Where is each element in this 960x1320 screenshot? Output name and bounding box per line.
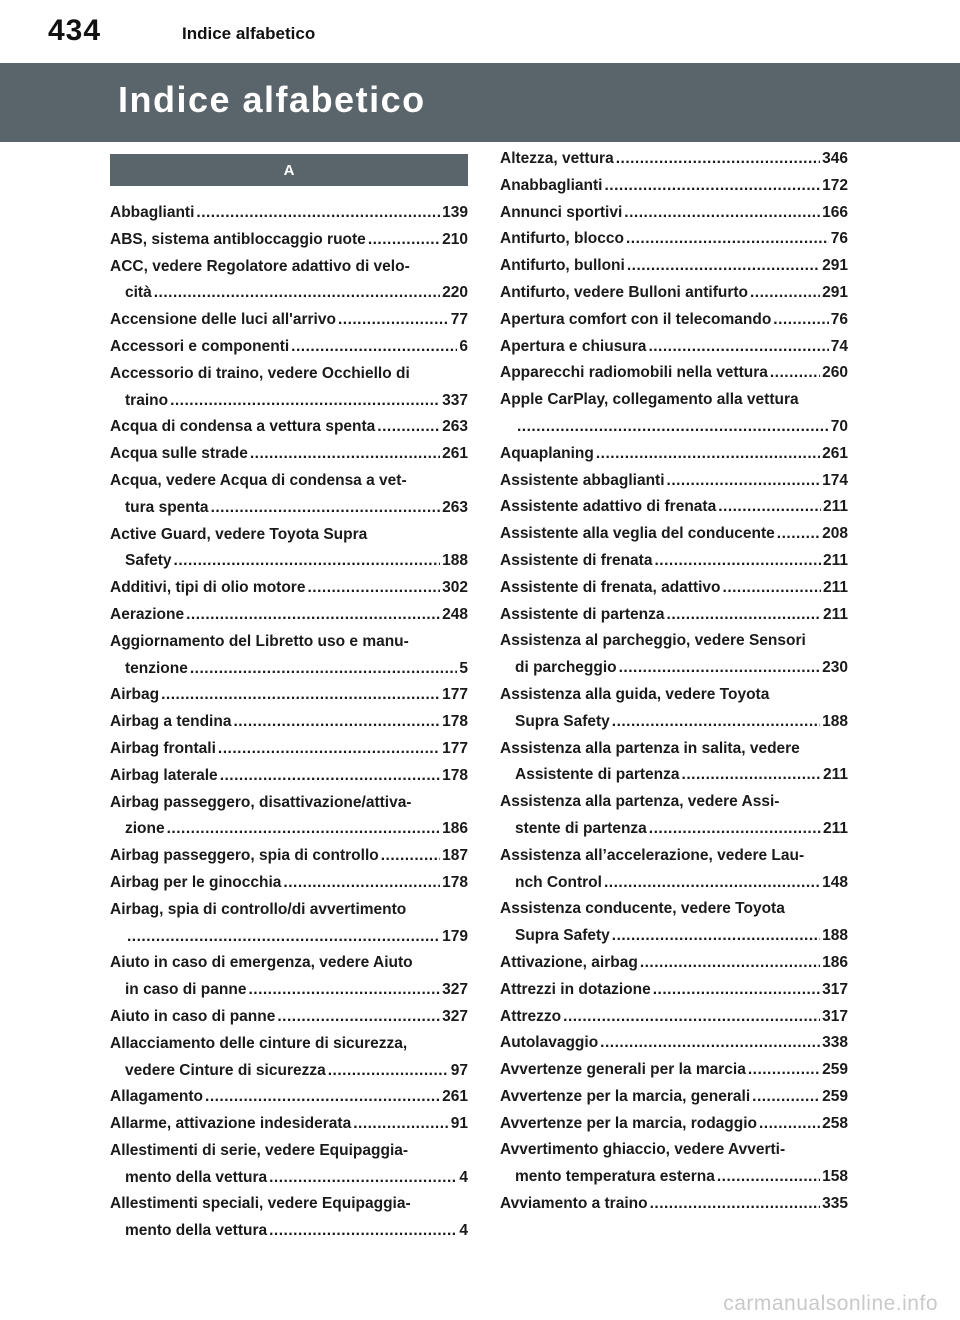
dot-leader — [770, 360, 820, 387]
index-entry-page: 338 — [822, 1034, 848, 1052]
index-entry-text: Supra Safety — [515, 712, 610, 730]
index-entry-page: 5 — [459, 659, 468, 677]
index-entry-text: Airbag a tendina — [110, 713, 232, 731]
index-entry — [110, 790, 468, 844]
dot-leader — [328, 1058, 449, 1085]
index-entry-page: 211 — [822, 578, 848, 596]
dot-leader — [773, 307, 828, 334]
index-entry-page: 179 — [442, 927, 468, 945]
index-entry — [500, 602, 848, 629]
index-entry-text: Allestimenti di serie, vedere Equipaggia- — [110, 1141, 409, 1159]
index-entry — [500, 736, 848, 790]
dot-leader — [653, 977, 820, 1004]
index-entry-page: 76 — [830, 230, 848, 248]
dot-leader — [650, 1191, 821, 1218]
index-entry-text: Safety — [125, 552, 172, 570]
index-entry — [110, 575, 468, 602]
index-entry-text: Attrezzo — [500, 1007, 562, 1025]
index-entry-text: Aiuto in caso di emergenza, vedere Aiuto — [110, 954, 413, 972]
index-entry-text: Airbag frontali — [110, 739, 216, 757]
dot-leader — [649, 816, 821, 843]
index-entry — [110, 307, 468, 334]
index-column-left — [110, 150, 468, 1245]
dot-leader — [748, 1057, 820, 1084]
index-entry — [500, 468, 848, 495]
index-entry-text: Accessori e componenti — [110, 337, 290, 355]
index-entry — [500, 1111, 848, 1138]
index-entry-text: Additivi, tipi di olio motore — [110, 579, 306, 597]
index-entry-text: Assistente di partenza — [515, 766, 680, 784]
index-entry — [110, 709, 468, 736]
index-entry-text: Aerazione — [110, 605, 185, 623]
index-entry — [500, 575, 848, 602]
dot-leader — [186, 602, 440, 629]
index-entry — [500, 977, 848, 1004]
index-entry — [500, 896, 848, 950]
dot-leader — [619, 655, 821, 682]
index-entry-text: Allestimenti speciali, vedere Equipaggia- — [110, 1195, 411, 1213]
index-entry-page: 77 — [450, 311, 468, 329]
index-entry-page: 263 — [442, 418, 468, 436]
index-entry-text: nch Control — [515, 873, 602, 891]
index-entry — [500, 628, 848, 682]
index-entry — [110, 1111, 468, 1138]
index-entry — [500, 1191, 848, 1218]
index-entry-page: 158 — [822, 1168, 848, 1186]
index-entry — [500, 387, 848, 441]
index-entry — [110, 1004, 468, 1031]
index-entry — [110, 334, 468, 361]
index-entry-page: 172 — [822, 176, 848, 194]
index-entry-page: 211 — [822, 766, 848, 784]
index-entry — [500, 1030, 848, 1057]
index-entry-text: Assistente di frenata — [500, 551, 653, 569]
index-entry — [500, 441, 848, 468]
dot-leader — [338, 307, 449, 334]
dot-leader — [723, 575, 821, 602]
index-entry-text: zione — [125, 820, 165, 838]
index-list-right — [500, 146, 848, 1218]
index-entry-text: Apertura comfort con il telecomando — [500, 310, 772, 328]
index-entry-text: Accessorio di traino, vedere Occhiello di — [110, 364, 410, 382]
index-entry-page: 4 — [459, 1222, 468, 1240]
index-entry — [110, 950, 468, 1004]
dot-leader — [250, 441, 440, 468]
index-entry — [110, 441, 468, 468]
index-entry — [110, 254, 468, 308]
dot-leader — [682, 762, 821, 789]
index-entry-page: 177 — [442, 686, 468, 704]
dot-leader — [196, 200, 440, 227]
index-entry — [500, 494, 848, 521]
index-entry — [110, 1191, 468, 1245]
dot-leader — [626, 226, 829, 253]
index-entry-text: cità — [125, 284, 152, 302]
index-entry-page: 261 — [822, 444, 848, 462]
index-entry — [500, 226, 848, 253]
index-entry-text: stente di partenza — [515, 819, 647, 837]
index-entry-text: Assistente di frenata, adattivo — [500, 578, 721, 596]
index-entry-text: Autolavaggio — [500, 1034, 599, 1052]
index-entry-page: 188 — [822, 927, 848, 945]
dot-leader — [307, 575, 440, 602]
index-entry-text: tenzione — [125, 659, 188, 677]
index-entry-text: Assistente adattivo di frenata — [500, 498, 717, 516]
dot-leader — [612, 709, 820, 736]
index-entry-page: 74 — [830, 337, 848, 355]
index-entry-text: vedere Cinture di sicurezza — [125, 1061, 326, 1079]
index-entry-text: ACC, vedere Regolatore adattivo di velo- — [110, 257, 410, 275]
index-entry-text: Airbag — [110, 686, 160, 704]
index-entry — [110, 414, 468, 441]
index-entry-page: 186 — [822, 953, 848, 971]
index-entry — [500, 682, 848, 736]
dot-leader — [616, 146, 820, 173]
index-entry-page: 208 — [822, 525, 848, 543]
dot-leader — [717, 1164, 820, 1191]
dot-leader — [269, 1165, 457, 1192]
index-entry-page: 327 — [442, 981, 468, 999]
index-entry-text: Airbag laterale — [110, 766, 218, 784]
index-entry-page: 327 — [442, 1007, 468, 1025]
index-entry — [500, 200, 848, 227]
index-entry — [110, 682, 468, 709]
index-entry — [500, 548, 848, 575]
index-entry-text: Acqua sulle strade — [110, 445, 248, 463]
index-entry — [110, 1084, 468, 1111]
index-entry-page: 258 — [822, 1114, 848, 1132]
index-entry-page: 187 — [442, 847, 468, 865]
dot-leader — [170, 388, 440, 415]
index-entry-page: 248 — [442, 605, 468, 623]
index-entry-page: 188 — [442, 552, 468, 570]
index-entry — [110, 200, 468, 227]
index-entry-page: 259 — [822, 1087, 848, 1105]
index-entry — [500, 280, 848, 307]
index-entry-text: Assistenza al parcheggio, vedere Sensori — [500, 632, 806, 650]
index-entry-text: Annunci sportivi — [500, 203, 623, 221]
index-entry-text: Aquaplaning — [500, 444, 594, 462]
dot-leader — [604, 870, 820, 897]
index-entry-page: 211 — [822, 819, 848, 837]
dot-leader — [627, 253, 820, 280]
index-entry — [110, 897, 468, 951]
index-entry-text: Avvertenze per la marcia, generali — [500, 1087, 751, 1105]
index-entry-page: 210 — [442, 230, 468, 248]
index-entry-text: Aggiornamento del Libretto uso e manu- — [110, 632, 409, 650]
index-entry-text: Airbag passeggero, spia di controllo — [110, 847, 379, 865]
index-entry-page: 263 — [442, 498, 468, 516]
dot-leader — [381, 843, 440, 870]
index-entry-text: Abbaglianti — [110, 204, 195, 221]
index-entry-page: 97 — [450, 1061, 468, 1079]
index-entry — [110, 522, 468, 576]
index-entry-page: 220 — [442, 284, 468, 302]
index-entry-page: 186 — [442, 820, 468, 838]
index-entry-page: 317 — [822, 1007, 848, 1025]
index-entry-page: 302 — [442, 579, 468, 597]
index-entry-text: mento della vettura — [125, 1222, 268, 1240]
title-band — [0, 63, 960, 142]
index-entry — [500, 334, 848, 361]
dot-leader — [190, 656, 458, 683]
index-entry-text: Airbag, spia di controllo/di avvertimento — [110, 900, 407, 918]
index-entry-text: Avvertenze per la marcia, rodaggio — [500, 1114, 757, 1132]
index-entry-page: 188 — [822, 712, 848, 730]
dot-leader — [718, 494, 821, 521]
index-entry-text: Avvertimento ghiaccio, vedere Avverti- — [500, 1141, 786, 1159]
index-entry-page: 211 — [822, 498, 848, 516]
index-entry-text: Avvertenze generali per la marcia — [500, 1061, 746, 1079]
index-entry-text: Active Guard, vedere Toyota Supra — [110, 525, 368, 543]
index-entry-text: Avviamento a traino — [500, 1195, 648, 1213]
index-entry-page: 261 — [442, 1088, 468, 1106]
index-entry — [500, 843, 848, 897]
index-entry-text: Supra Safety — [515, 927, 610, 945]
index-entry — [110, 361, 468, 415]
dot-leader — [127, 924, 440, 951]
dot-leader — [277, 1004, 440, 1031]
dot-leader — [269, 1218, 457, 1245]
index-entry — [110, 870, 468, 897]
dot-leader — [777, 521, 820, 548]
index-entry-text: Antifurto, bulloni — [500, 257, 625, 275]
index-entry-page: 259 — [822, 1061, 848, 1079]
index-entry — [110, 227, 468, 254]
index-entry-text: Acqua, vedere Acqua di condensa a vet- — [110, 471, 407, 489]
dot-leader — [174, 548, 441, 575]
index-entry — [110, 468, 468, 522]
dot-leader — [750, 280, 820, 307]
index-entry-text: Assistenza alla guida, vedere Toyota — [500, 685, 770, 703]
dot-leader — [648, 334, 828, 361]
page-title: Indice alfabetico — [118, 79, 426, 120]
index-entry — [500, 521, 848, 548]
index-entry-page: 6 — [459, 337, 468, 355]
index-entry-text: Attivazione, airbag — [500, 953, 638, 971]
dot-leader — [353, 1111, 449, 1138]
dot-leader — [205, 1084, 440, 1111]
index-entry-text: Allagamento — [110, 1088, 204, 1106]
dot-leader — [211, 495, 441, 522]
index-entry-page: 261 — [442, 445, 468, 463]
index-entry-page: 178 — [442, 713, 468, 731]
index-entry-page: 76 — [830, 310, 848, 328]
index-entry-page: 148 — [822, 873, 848, 891]
index-entry-page: 166 — [822, 203, 848, 221]
dot-leader — [596, 441, 820, 468]
index-entry-text: Assistenza alla partenza, vedere Assi- — [500, 793, 780, 811]
index-entry-page: 230 — [822, 659, 848, 677]
running-header: Indice alfabetico — [182, 24, 316, 43]
index-entry-text: Assistente abbaglianti — [500, 471, 665, 489]
index-entry-text: Assistente di partenza — [500, 605, 665, 623]
index-entry — [500, 1004, 848, 1031]
index-entry-text: ABS, sistema antibloccaggio ruote — [110, 230, 366, 248]
dot-leader — [283, 870, 440, 897]
index-entry-page: 337 — [442, 391, 468, 409]
index-entry-text: tura spenta — [125, 498, 209, 516]
index-entry-page: 317 — [822, 980, 848, 998]
index-entry — [500, 950, 848, 977]
index-entry — [500, 1137, 848, 1191]
dot-leader — [248, 977, 440, 1004]
index-entry-text: traino — [125, 391, 169, 409]
index-entry — [500, 1084, 848, 1111]
dot-leader — [368, 227, 440, 254]
index-entry-page: 335 — [822, 1195, 848, 1213]
index-entry-page: 91 — [450, 1115, 468, 1133]
dot-leader — [624, 200, 820, 227]
index-entry-text: di parcheggio — [515, 659, 617, 677]
index-entry-page: 174 — [822, 471, 848, 489]
dot-leader — [377, 414, 440, 441]
index-entry-text: in caso di panne — [125, 981, 247, 999]
dot-leader — [640, 950, 820, 977]
index-entry-page: 260 — [822, 364, 848, 382]
index-entry-page: 346 — [822, 150, 848, 167]
index-column-right — [500, 146, 848, 1218]
index-entry — [110, 843, 468, 870]
index-entry-text: Allacciamento delle cinture di sicurezza, — [110, 1034, 408, 1052]
index-entry — [500, 173, 848, 200]
index-entry-text: Assistente alla veglia del conducente — [500, 525, 775, 543]
index-entry — [110, 602, 468, 629]
index-entry-text: Assistenza alla partenza in salita, vedere — [500, 739, 800, 757]
index-entry-text: Aiuto in caso di panne — [110, 1007, 276, 1025]
index-entry-text: Assistenza conducente, vedere Toyota — [500, 900, 785, 918]
dot-leader — [167, 816, 441, 843]
index-entry-text: Altezza, vettura — [500, 150, 614, 167]
index-list-left — [110, 200, 468, 1245]
dot-leader — [563, 1004, 820, 1031]
index-entry-text: Allarme, attivazione indesiderata — [110, 1115, 352, 1133]
index-entry — [110, 629, 468, 683]
page-number: 434 — [48, 14, 102, 47]
index-entry — [500, 307, 848, 334]
dot-leader — [220, 763, 440, 790]
index-entry-text: Apparecchi radiomobili nella vettura — [500, 364, 768, 382]
index-entry-text: Assistenza all’accelerazione, vedere Lau- — [500, 846, 805, 864]
index-entry-text: Acqua di condensa a vettura spenta — [110, 418, 376, 436]
index-entry-text: Accensione delle luci all'arrivo — [110, 311, 336, 329]
index-entry-text: Airbag passeggero, disattivazione/attiva- — [110, 793, 412, 811]
index-entry — [110, 763, 468, 790]
dot-leader — [752, 1084, 820, 1111]
index-entry — [500, 789, 848, 843]
section-letter-bar: A — [110, 154, 468, 186]
dot-leader — [233, 709, 440, 736]
index-entry-page: 4 — [459, 1168, 468, 1186]
dot-leader — [604, 173, 820, 200]
index-entry-page: 291 — [822, 283, 848, 301]
dot-leader — [667, 602, 821, 629]
index-entry-text: Antifurto, blocco — [500, 230, 624, 248]
index-entry-text: Apple CarPlay, collegamento alla vettura — [500, 391, 799, 409]
index-entry-text: Antifurto, vedere Bulloni antifurto — [500, 283, 748, 301]
dot-leader — [654, 548, 821, 575]
dot-leader — [667, 468, 821, 495]
index-entry-page: 211 — [822, 605, 848, 623]
index-entry-text: Apertura e chiusura — [500, 337, 647, 355]
index-entry — [500, 146, 848, 173]
index-entry — [500, 253, 848, 280]
index-entry-page: 177 — [442, 739, 468, 757]
index-entry-page: 178 — [442, 873, 468, 891]
dot-leader — [291, 334, 457, 361]
index-entry-page: 291 — [822, 257, 848, 275]
dot-leader — [218, 736, 440, 763]
index-entry-text: mento temperatura esterna — [515, 1168, 715, 1186]
dot-leader — [612, 923, 820, 950]
dot-leader — [517, 414, 829, 441]
dot-leader — [154, 280, 440, 307]
dot-leader — [600, 1030, 820, 1057]
index-entry-text: mento della vettura — [125, 1168, 268, 1186]
index-entry-text: Airbag per le ginocchia — [110, 873, 282, 891]
index-entry-page: 139 — [442, 204, 468, 221]
index-entry — [110, 1031, 468, 1085]
dot-leader — [161, 682, 440, 709]
dot-leader — [759, 1111, 820, 1138]
index-entry — [110, 1138, 468, 1192]
index-entry-text: Attrezzi in dotazione — [500, 980, 651, 998]
index-entry-page: 178 — [442, 766, 468, 784]
index-entry-page: 70 — [830, 417, 848, 435]
index-entry — [110, 736, 468, 763]
watermark: carmanualsonline.info — [723, 1292, 938, 1315]
index-entry — [500, 1057, 848, 1084]
index-entry — [500, 360, 848, 387]
index-entry-page: 211 — [822, 551, 848, 569]
index-entry-text: Anabbaglianti — [500, 176, 603, 194]
